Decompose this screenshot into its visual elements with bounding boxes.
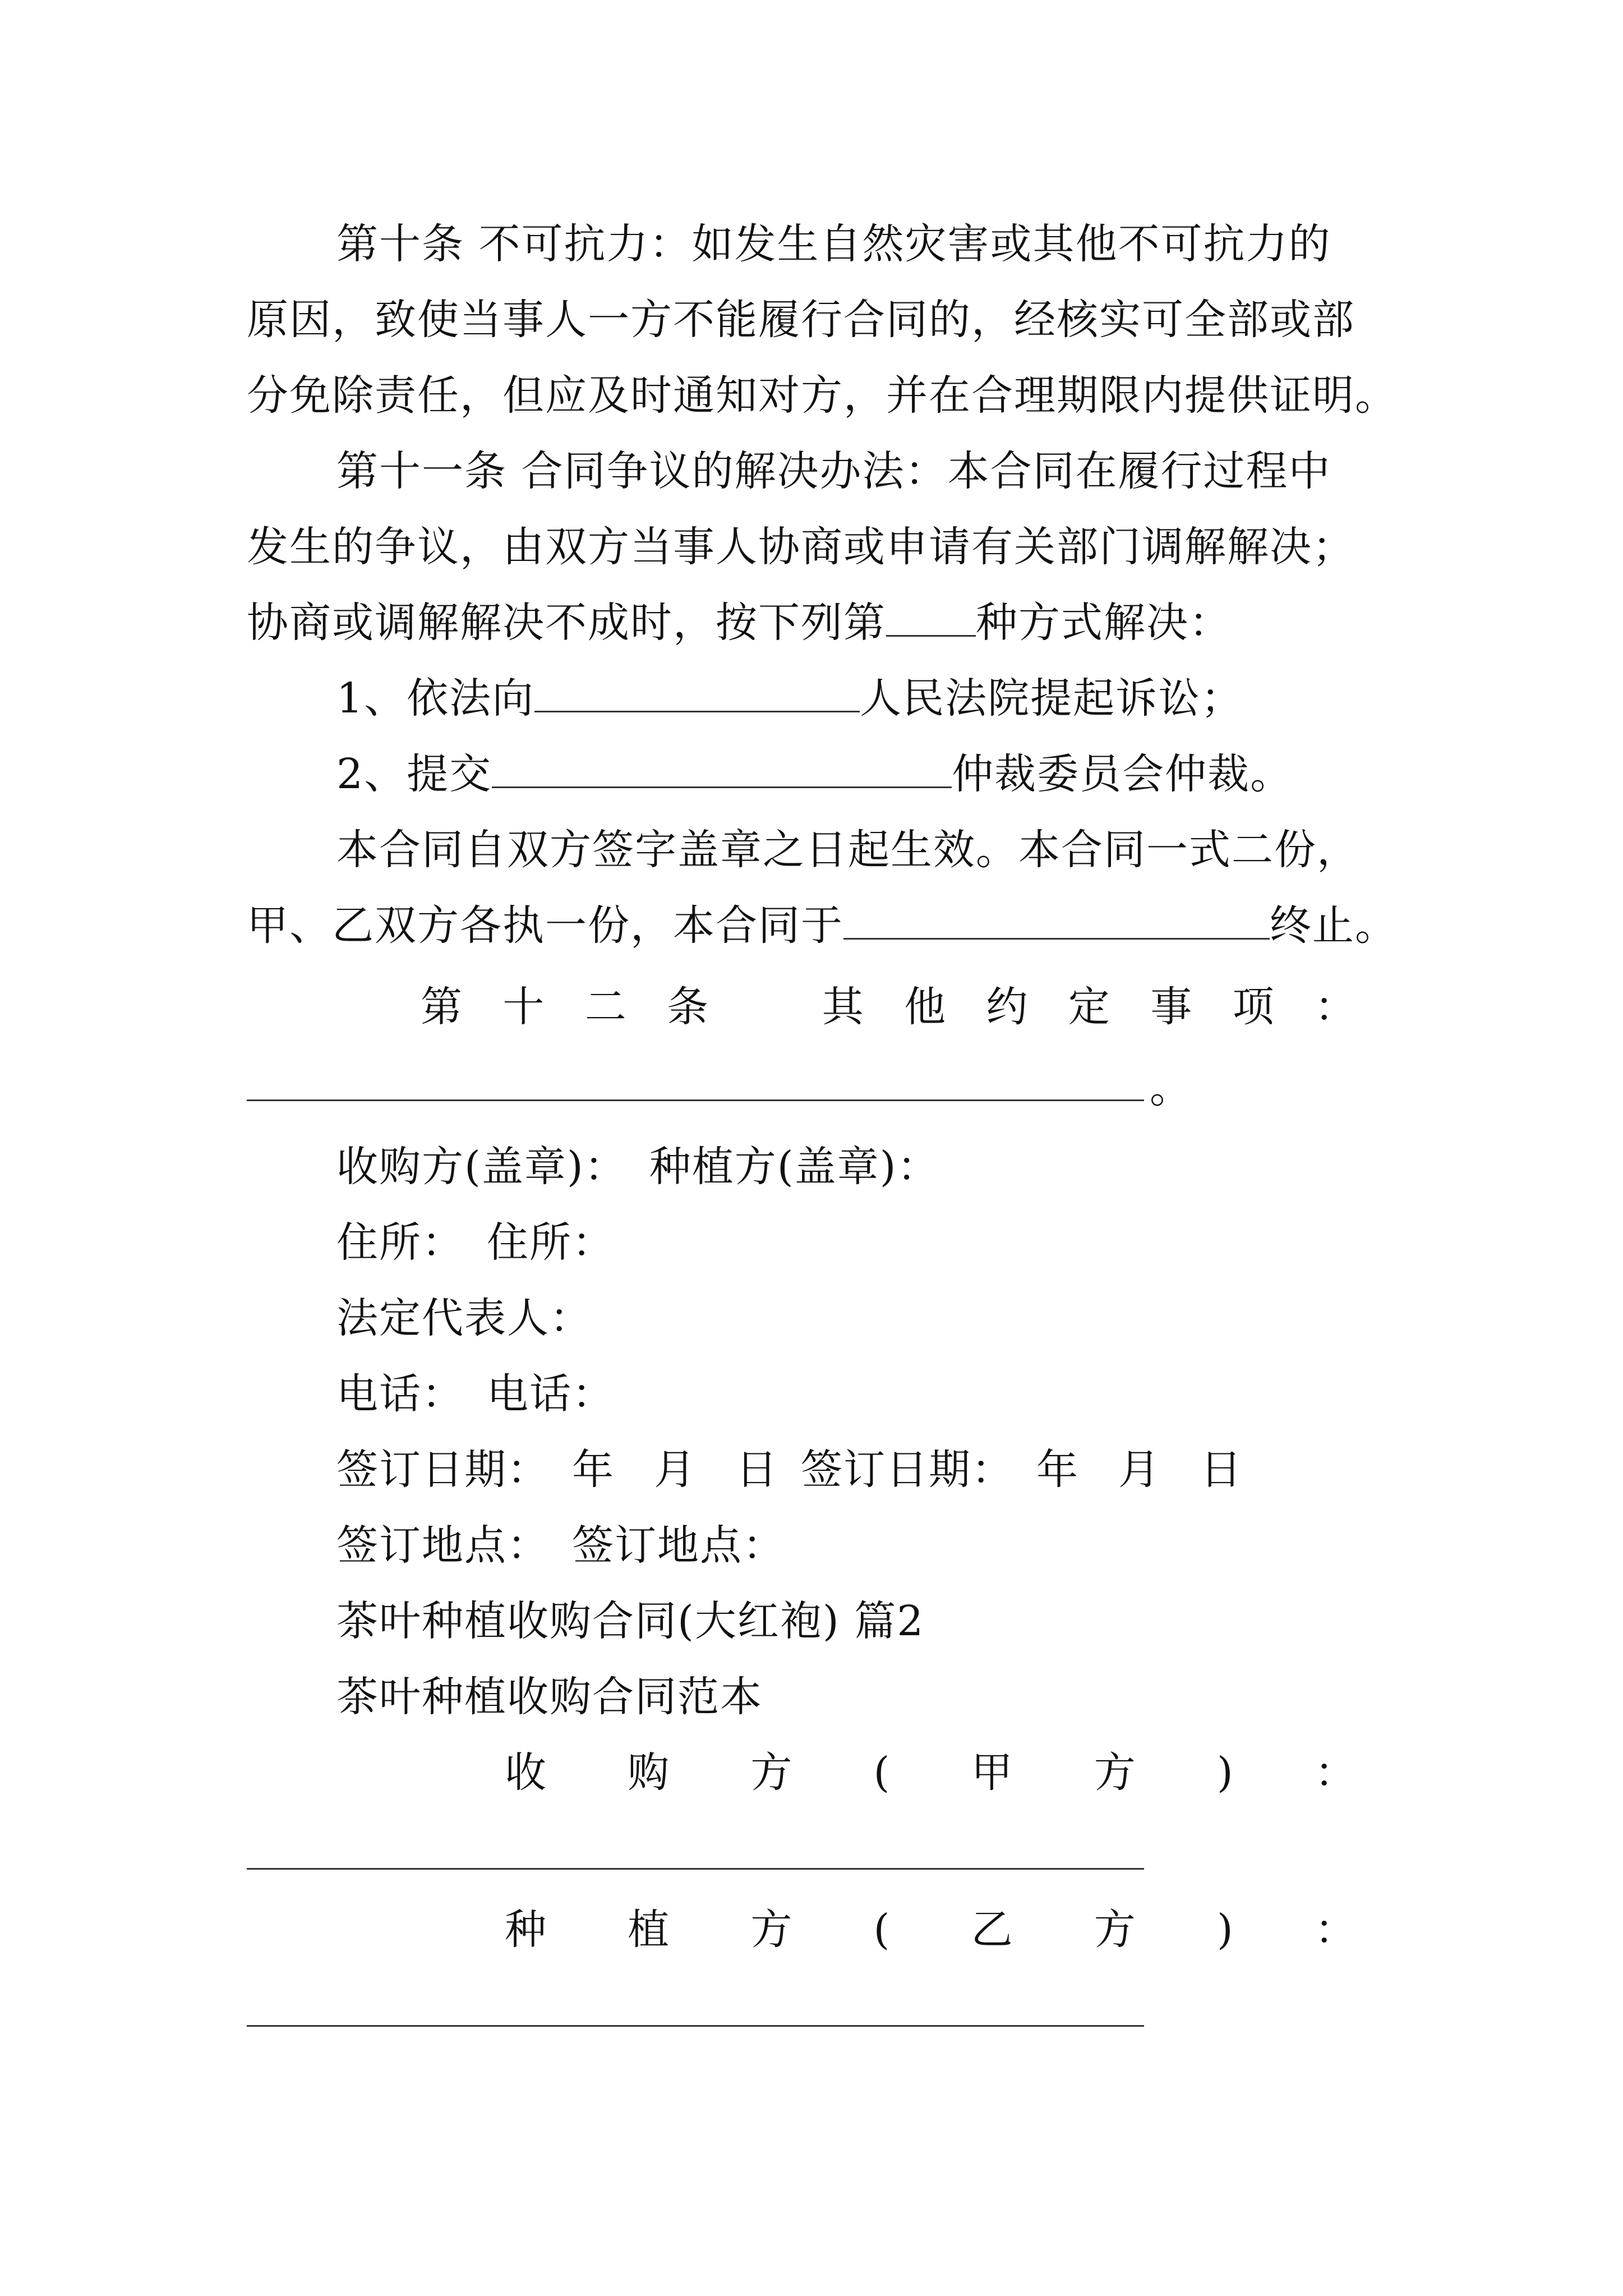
effect-line2-start: 甲、乙双方各执一份，本合同于 bbox=[247, 901, 843, 950]
buyer-char: 方 bbox=[750, 1749, 794, 1797]
grower-place-label: 签订地点： bbox=[572, 1521, 785, 1570]
article11-line3-start: 协商或调解解决不成时，按下列第 bbox=[247, 599, 886, 647]
grower-char: ( bbox=[873, 1906, 891, 1954]
buyer-date-label: 签订日期： bbox=[336, 1446, 550, 1494]
grower-party-heading bbox=[505, 1902, 1357, 1958]
option1-start: 1、依法向 bbox=[336, 674, 535, 723]
address-line bbox=[336, 1214, 1413, 1271]
seal-line bbox=[336, 1139, 1413, 1195]
article12-char: 定 bbox=[1068, 983, 1111, 1031]
date-line bbox=[336, 1442, 1413, 1498]
grower-char: 乙 bbox=[971, 1906, 1014, 1954]
effect-line2 bbox=[247, 898, 1413, 954]
grower-char: ) bbox=[1216, 1906, 1234, 1954]
method-number-blank bbox=[886, 596, 976, 637]
option2-end: 仲裁委员会仲裁。 bbox=[952, 750, 1293, 798]
option2-line bbox=[336, 746, 1413, 802]
option1-end: 人民法院提起诉讼； bbox=[860, 674, 1244, 723]
buyer-char: 收 bbox=[505, 1749, 547, 1797]
grower-char: 植 bbox=[628, 1906, 671, 1954]
effect-line1: 本合同自双方签字盖章之日起生效。本合同一式二份， bbox=[336, 826, 1359, 874]
buyer-char: ( bbox=[873, 1749, 891, 1797]
article12-char: 项 bbox=[1232, 983, 1275, 1031]
phone-line bbox=[336, 1366, 1413, 1422]
effect-line2-end: 终止。 bbox=[1270, 901, 1398, 950]
article12-char: 条 bbox=[667, 983, 710, 1031]
article12-char: 事 bbox=[1150, 983, 1193, 1031]
arbitration-name-blank bbox=[492, 747, 952, 788]
buyer-place-label: 签订地点： bbox=[336, 1521, 550, 1570]
buyer-day: 日 bbox=[736, 1446, 778, 1494]
grower-date-label: 签订日期： bbox=[801, 1446, 1014, 1494]
grower-phone-label: 电话： bbox=[487, 1370, 615, 1418]
grower-char: 方 bbox=[750, 1906, 794, 1954]
legal-rep-label: 法定代表人： bbox=[336, 1294, 592, 1342]
buyer-char: 方 bbox=[1094, 1749, 1137, 1797]
article10-line2: 原因，致使当事人一方不能履行合同的，经核实可全部或部 bbox=[247, 296, 1355, 344]
other-terms-blank bbox=[247, 1099, 1144, 1101]
buyer-char: ) bbox=[1216, 1749, 1234, 1797]
buyer-address-label: 住所： bbox=[336, 1218, 464, 1267]
buyer-year: 年 bbox=[572, 1446, 615, 1494]
grower-year: 年 bbox=[1036, 1446, 1079, 1494]
article12-heading bbox=[421, 979, 1357, 1035]
buyer-party-heading bbox=[505, 1745, 1357, 1801]
buyer-seal-label: 收购方(盖章)： bbox=[336, 1143, 627, 1191]
grower-char: ： bbox=[1314, 1906, 1357, 1954]
article11-line2: 发生的争议，由双方当事人协商或申请有关部门调解解决； bbox=[247, 523, 1355, 571]
article12-end: 。 bbox=[1150, 1064, 1192, 1112]
part2-subtitle: 茶叶种植收购合同范本 bbox=[336, 1673, 763, 1721]
article10-line3: 分免除责任，但应及时通知对方，并在合理期限内提供证明。 bbox=[247, 371, 1398, 420]
article11-line1: 第十一条 合同争议的解决办法：本合同在履行过程中 bbox=[336, 447, 1331, 495]
place-line bbox=[336, 1517, 1413, 1573]
grower-day: 日 bbox=[1200, 1446, 1243, 1494]
article12-char: 其 bbox=[822, 983, 865, 1031]
part2-title: 茶叶种植收购合同(大红袍) 篇2 bbox=[336, 1597, 925, 1645]
grower-seal-label: 种植方(盖章)： bbox=[649, 1143, 940, 1191]
article10-line1: 第十条 不可抗力：如发生自然灾害或其他不可抗力的 bbox=[336, 220, 1331, 268]
grower-char: 方 bbox=[1094, 1906, 1137, 1954]
termination-date-blank bbox=[843, 899, 1270, 940]
buyer-char: 购 bbox=[628, 1749, 671, 1797]
option2-start: 2、提交 bbox=[336, 750, 492, 798]
article12-char: 二 bbox=[584, 983, 628, 1031]
buyer-phone-label: 电话： bbox=[336, 1370, 464, 1418]
grower-month: 月 bbox=[1118, 1446, 1161, 1494]
article12-char: 十 bbox=[502, 983, 546, 1031]
article12-char: 约 bbox=[986, 983, 1029, 1031]
article11-line3-end: 种方式解决： bbox=[976, 599, 1232, 647]
article12-char: ： bbox=[1314, 983, 1357, 1031]
buyer-char: 甲 bbox=[971, 1749, 1014, 1797]
option1-line bbox=[336, 670, 1413, 726]
grower-char: 种 bbox=[505, 1906, 547, 1954]
grower-address-label: 住所： bbox=[487, 1218, 615, 1267]
court-name-blank bbox=[534, 671, 860, 712]
buyer-month: 月 bbox=[654, 1446, 697, 1494]
buyer-char: ： bbox=[1314, 1749, 1357, 1797]
grower-name-blank bbox=[247, 2025, 1144, 2027]
article12-char: 第 bbox=[421, 983, 463, 1031]
article12-char: 他 bbox=[904, 983, 947, 1031]
buyer-name-blank bbox=[247, 1868, 1144, 1870]
article11-line3 bbox=[247, 595, 1413, 651]
